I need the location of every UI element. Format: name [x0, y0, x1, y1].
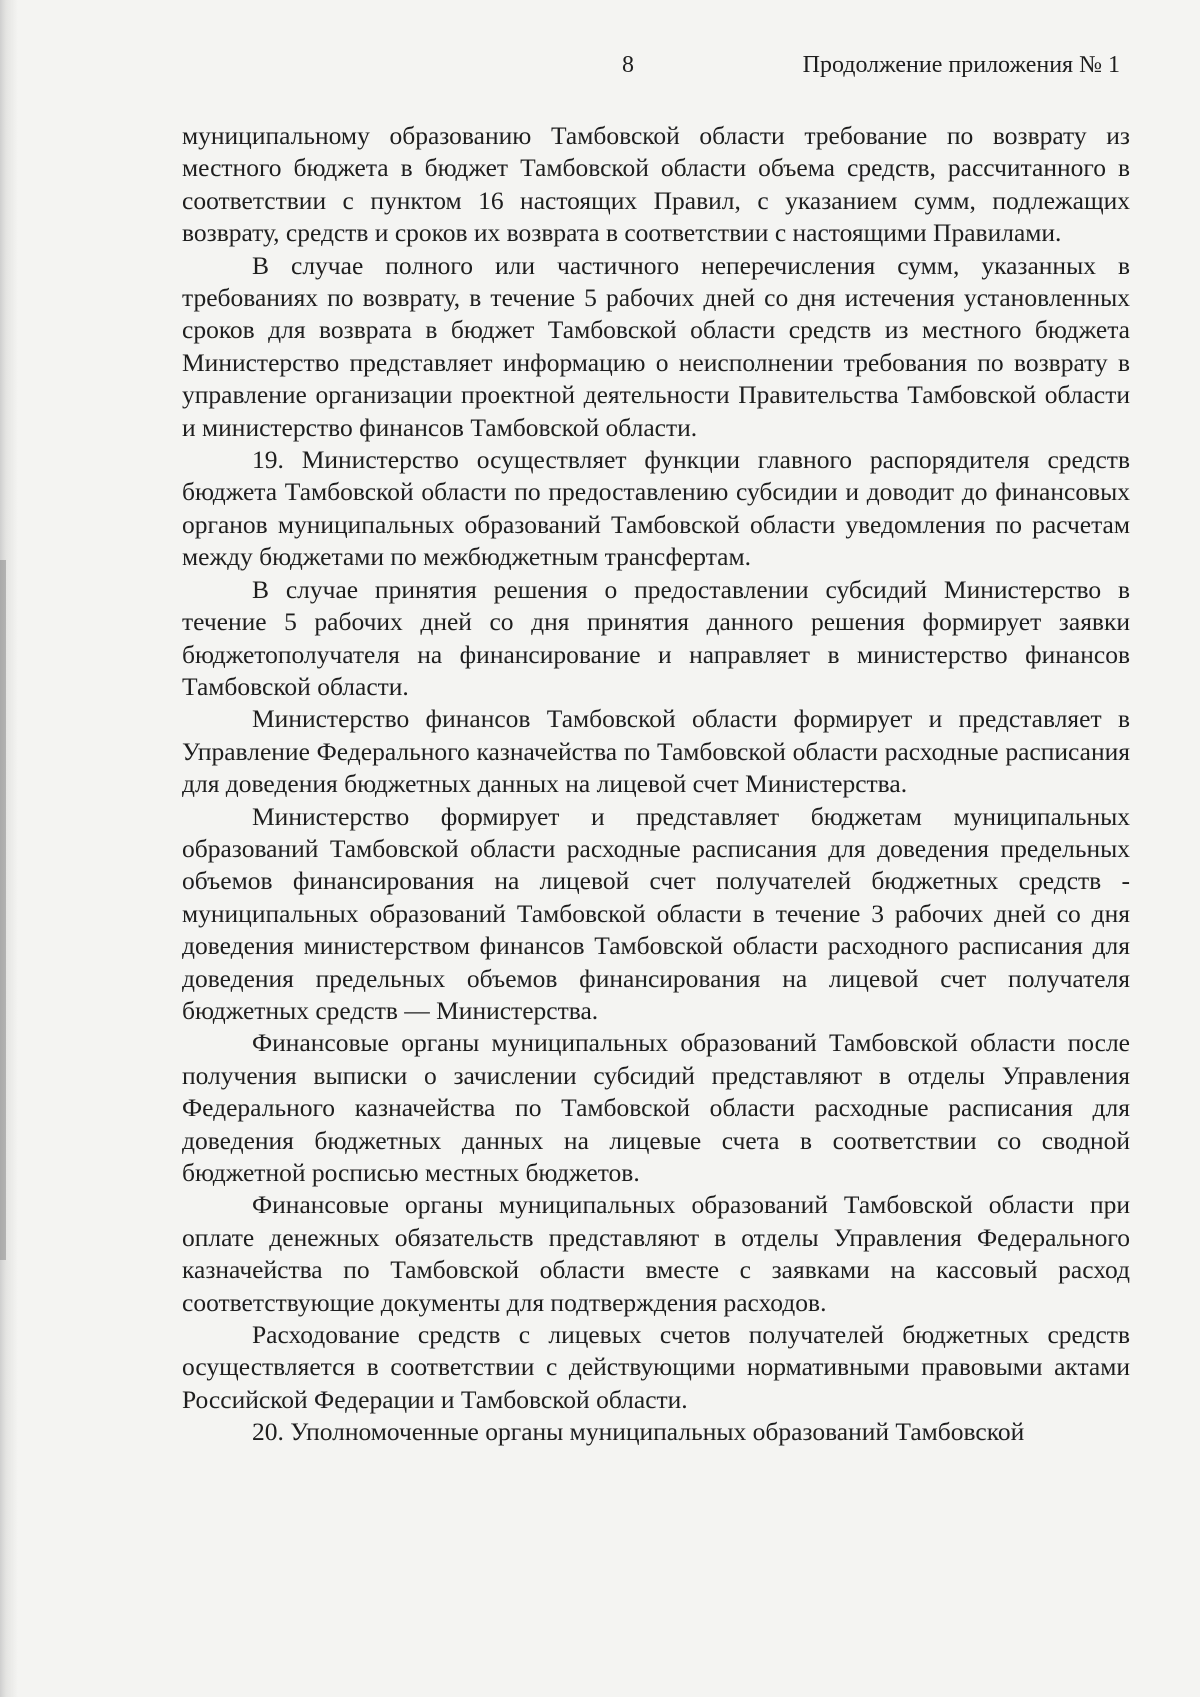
appendix-continuation-note: Продолжение приложения № 1: [802, 52, 1120, 78]
document-body: [182, 120, 1130, 1449]
page-number: 8: [622, 52, 634, 78]
paragraph-spending: Расходование средств с лицевых счетов получателей бюджетных средств осуществляется в соответствии с действующими нормативными правовыми актами Российской Федерации и Тамбовской области.: [182, 1320, 1130, 1414]
paragraph-continuation: муниципальному образованию Тамбовской области требование по возврату из местного бюджета в бюджет Тамбовской области объема средств, рассчитанного в соответствии с пунктом 16 настоящих Правил, с указанием сумм, подлежащих возврату, средств и сроков их возврата в соответствии с настоящими Правилами.: [182, 121, 1130, 248]
page-header: [0, 52, 1200, 92]
paragraph-nonpayment: В случае полного или частичного неперечисления сумм, указанных в требованиях по возврату, в течение 5 рабочих дней со дня истечения установленных сроков для возврата в бюджет Тамбовской области средств из местного бюджета Министерство представляет информацию о неисполнении требования по возврату в управление организации проектной деятельности Правительства Тамбовской области и министерство финансов Тамбовской области.: [182, 250, 1130, 442]
paragraph-clause-20: 20. Уполномоченные органы муниципальных образований Тамбовской: [252, 1417, 1025, 1447]
paragraph-financial-bodies-statement: Финансовые органы муниципальных образований Тамбовской области после получения выписки о зачислении субсидий представляют в отделы Управления Федерального казначейства по Тамбовской области расходные расписания для доведения бюджетных данных на лицевые счета в соответствии со сводной бюджетной росписью местных бюджетов.: [182, 1028, 1130, 1187]
paragraph-ministry-schedules: Министерство формирует и представляет бюджетам муниципальных образований Тамбовской области расходные расписания для доведения предельных объемов финансирования на лицевой счет получателей бюджетных средств - муниципальных образований Тамбовской области в течение 3 рабочих дней со дня доведения министерством финансов Тамбовской области расходного расписания для доведения предельных объемов финансирования на лицевой счет получателя бюджетных средств — Министерства.: [182, 801, 1130, 1025]
paragraph-ministry-finance: Министерство финансов Тамбовской области формирует и представляет в Управление Федерального казначейства по Тамбовской области расходные расписания для доведения бюджетных данных на лицевой счет Министерства.: [182, 704, 1130, 799]
paragraph-subsidy-decision: В случае принятия решения о предоставлении субсидий Министерство в течение 5 рабочих дней со дня принятия данного решения формирует заявки бюджетополучателя на финансирование и направляет в министерство финансов Тамбовской области.: [182, 574, 1130, 701]
paragraph-financial-bodies-payment: Финансовые органы муниципальных образований Тамбовской области при оплате денежных обязательств представляют в отделы Управления Федерального казначейства по Тамбовской области вместе с заявками на кассовый расход соответствующие документы для подтверждения расходов.: [182, 1190, 1130, 1317]
paragraph-clause-19: 19. Министерство осуществляет функции главного распорядителя средств бюджета Тамбовской области по предоставлению субсидии и доводит до финансовых органов муниципальных образований Тамбовской области уведомления по расчетам между бюджетами по межбюджетным трансфертам.: [182, 445, 1130, 572]
